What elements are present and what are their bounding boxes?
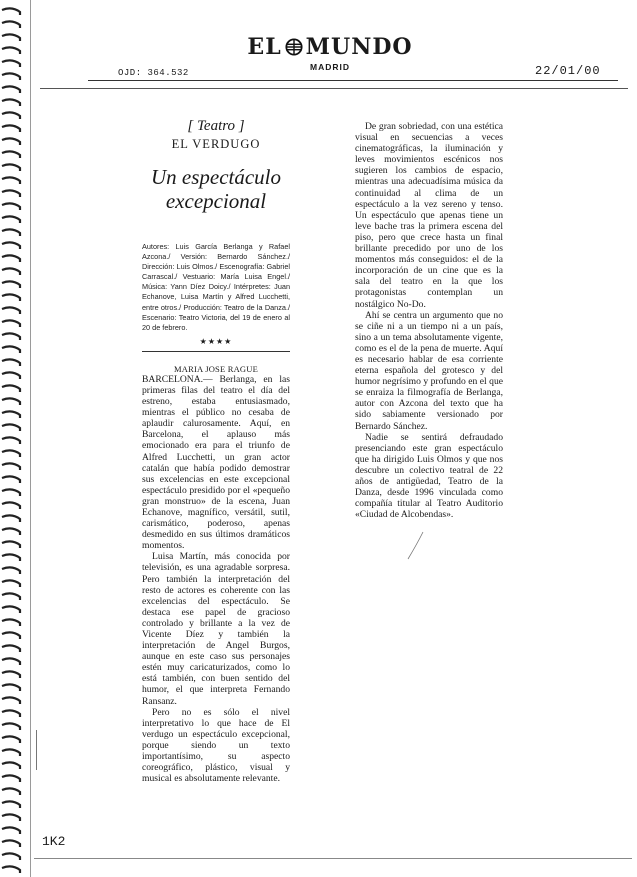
spiral-loop (2, 619, 20, 626)
spiral-loop (2, 528, 20, 535)
spiral-loop (2, 281, 20, 288)
spiral-loop (2, 762, 20, 769)
spiral-loop (2, 840, 20, 847)
spiral-loop (2, 229, 20, 236)
spiral-loop (2, 580, 20, 587)
pen-mark (405, 530, 427, 562)
spiral-loop (2, 853, 20, 860)
spiral-loop (2, 151, 20, 158)
right-column (355, 121, 503, 520)
spiral-loop (2, 515, 20, 522)
play-title: EL VERDUGO (171, 137, 261, 151)
spiral-loop (2, 567, 20, 574)
paragraph: Nadie se sentirá defraudado presenciando este gran espectáculo que ha dirigido Luis Olmos y que nos descubre un colectivo teatral de 22 años de antigüedad, Teatro de la Danza, desde 1996 vinculada como compañía titular al Teatro Auditorio «Ciudad de Alcobendas». (355, 431, 503, 521)
headline: Un espectáculo excepcional (150, 165, 282, 213)
spiral-loop (2, 866, 20, 873)
spiral-loop (2, 294, 20, 301)
spiral-loop (2, 125, 20, 132)
spiral-loop (2, 476, 20, 483)
paragraph: De gran sobriedad, con una estética visual en secuencias a veces cinematográficas, la iluminación y leves movimientos escénicos nos sugieren los cambios de espacio, mientras una adecuadísima música da continuidad al clima de un espectáculo a la vez sereno y tenso. Un espectáculo que apenas tiene un leve bache tras la primera escena del piso, pero que crece hasta un final brillante precedido por uno de los momentos más conseguidos: el de la incorporación de un cine que es la sala del teatro en la que los protagonistas contemplan un nostálgico No-Do. (355, 121, 503, 310)
paragraph: Luisa Martín, más conocida por televisión, es una agradable sorpresa. Pero también la interpretación del resto de actores es coherente con las excelencias del espectáculo. Se destaca ese papel de gracioso controlado y brillante a la vez de Vicente Díez y también la interpretación de Angel Burgos, aunque en este caso sus personajes estén muy caricaturizados, como lo está también, con buen sentido del humor, el que interpreta Fernando Ransanz. (142, 551, 290, 707)
spiral-loop (2, 138, 20, 145)
spiral-loop (2, 606, 20, 613)
spiral-loop (2, 801, 20, 808)
spiral-loop (2, 788, 20, 795)
spiral-loop (2, 190, 20, 197)
spiral-loop (2, 697, 20, 704)
margin-mark (36, 730, 37, 770)
header-rule-lower (40, 88, 628, 89)
spiral-loop (2, 73, 20, 80)
paragraph: Ahí se centra un argumento que no se ciñe ni a un tiempo ni a un país, sino a un tema absolutamente vigente, como es el de la pena de muerte. Aquí es necesario hablar de esa corriente eterna española del grotesco y del humor negrísimo y profundo en el que se enraiza la filmografía de Berlanga, autor con Azcona del texto que ha sido sabiamente versionado por Bernardo Sánchez. (355, 309, 503, 432)
spiral-loop (2, 112, 20, 119)
spiral-loop (2, 47, 20, 54)
section-label: [ Teatro ] (187, 118, 245, 134)
spiral-loop (2, 541, 20, 548)
newspaper-logo (200, 36, 460, 58)
spiral-loop (2, 827, 20, 834)
spiral-loop (2, 736, 20, 743)
spiral-loop (2, 346, 20, 353)
spiral-loop (2, 671, 20, 678)
spiral-loop (2, 463, 20, 470)
spiral-loop (2, 86, 20, 93)
spiral-loop (2, 450, 20, 457)
spiral-loop (2, 34, 20, 41)
logo-text-left: EL (247, 34, 282, 60)
page-edge (30, 0, 31, 877)
spiral-loop (2, 775, 20, 782)
paragraph: Pero no es sólo el nivel interpretativo lo que hace de El verdugo un espectáculo excepcional, porque siendo un texto importantísimo, su aspecto coreográfico, plástico, visual y musical es absolutamente relevante. (142, 706, 290, 785)
spiral-loop (2, 255, 20, 262)
footer-rule (34, 858, 632, 859)
spiral-loop (2, 372, 20, 379)
publication-date: 22/01/00 (535, 64, 601, 78)
spiral-loop (2, 203, 20, 210)
byline: MARIA JOSE RAGUE (174, 363, 258, 374)
spiral-loop (2, 554, 20, 561)
spiral-binding (0, 0, 24, 877)
spiral-loop (2, 710, 20, 717)
left-body (142, 374, 290, 784)
spiral-loop (2, 99, 20, 106)
spiral-loop (2, 385, 20, 392)
spiral-loop (2, 60, 20, 67)
paragraph: BARCELONA.— Berlanga, en las primeras filas del teatro el día del estreno, estaba entusiasmado, mientras el público no cesaba de aplaudir calurosamente. Aquí, en Barcelona, el aplauso más emocionado era para el triunfo de Alfred Lucchetti, un gran actor catalán que había podido demostrar sus excelencias en este excepcional espectáculo presidido por el «pequeño gran monstruo» de la escena, Juan Echanove, magnífico, versátil, sutil, carismático, poderoso, apenas desmedido en sus últimos dramáticos momentos. (142, 373, 290, 552)
spiral-loop (2, 593, 20, 600)
spiral-loop (2, 424, 20, 431)
spiral-loop (2, 398, 20, 405)
globe-icon (285, 38, 303, 56)
spiral-loop (2, 242, 20, 249)
spiral-loop (2, 489, 20, 496)
spiral-loop (2, 632, 20, 639)
edition-city: MADRID (310, 62, 350, 72)
left-column (142, 118, 290, 784)
circulation-figure: OJD: 364.532 (118, 68, 189, 78)
spiral-loop (2, 411, 20, 418)
spiral-loop (2, 749, 20, 756)
spiral-loop (2, 437, 20, 444)
spiral-loop (2, 502, 20, 509)
spiral-loop (2, 684, 20, 691)
header-rule (88, 80, 618, 81)
spiral-loop (2, 723, 20, 730)
spiral-loop (2, 216, 20, 223)
spiral-loop (2, 164, 20, 171)
spiral-loop (2, 8, 20, 15)
spiral-loop (2, 177, 20, 184)
spiral-loop (2, 21, 20, 28)
spiral-loop (2, 658, 20, 665)
spiral-loop (2, 359, 20, 366)
spiral-loop (2, 333, 20, 340)
credits-rule (142, 351, 290, 352)
spiral-loop (2, 645, 20, 652)
masthead (200, 36, 460, 72)
spiral-loop (2, 814, 20, 821)
spiral-loop (2, 320, 20, 327)
page-number: 1K2 (42, 834, 66, 849)
spiral-loop (2, 307, 20, 314)
credits-box: Autores: Luis García Berlanga y Rafael Azcona./ Versión: Bernardo Sánchez./ Dirección: Luis Olmos./ Escenografía: Gabriel Carrascal./ Vestuario: María Luisa Engel./ Música: Yann Díez Doicy./ Intérpretes: Juan Echanove, Luisa Martín y Alfred Lucchetti, entre otros./ Producción: Teatro de la Danza./ Escenario: Teatro Victoria, del 19 de enero al 20 de febrero. (142, 242, 290, 332)
star-rating: ★★★★ (199, 336, 233, 346)
logo-text-right: MUNDO (305, 34, 413, 60)
spiral-loop (2, 268, 20, 275)
